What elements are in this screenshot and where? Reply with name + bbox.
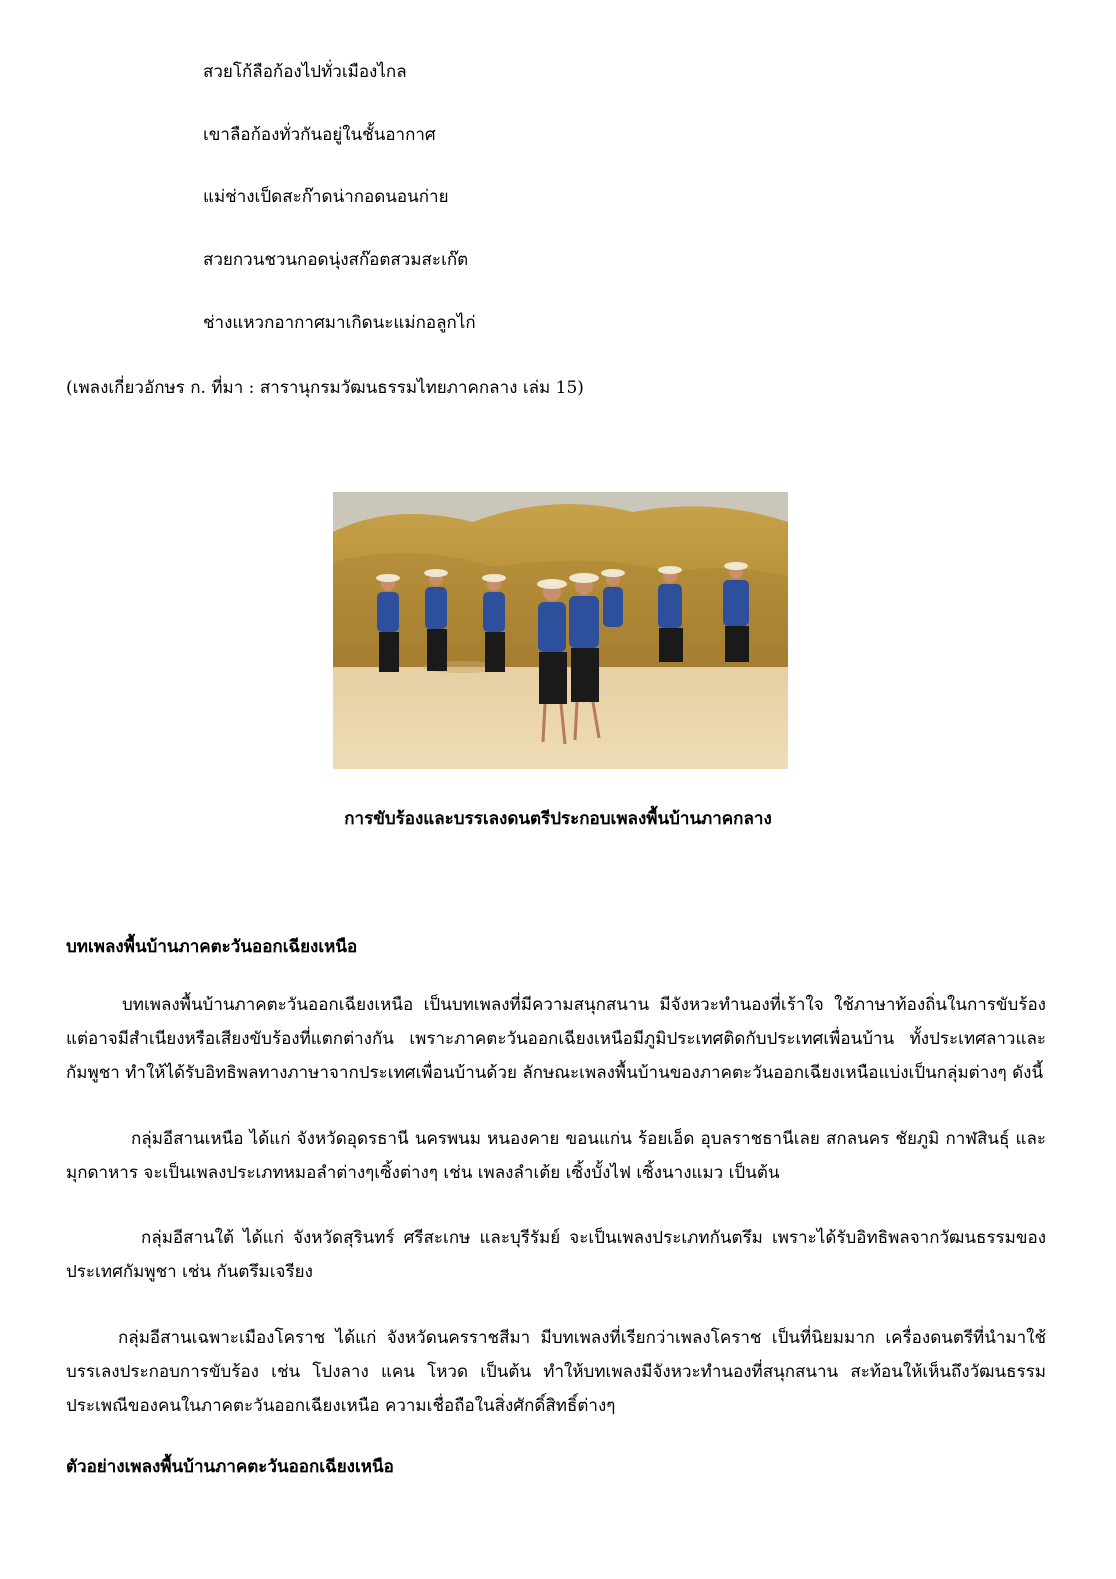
poem-line: สวยโก้ลือก้องไปทั่วเมืองไกล <box>203 62 407 82</box>
paragraph: กลุ่มอีสานเฉพาะเมืองโคราช ได้แก่ จังหวัดนครราชสีมา มีบทเพลงที่เรียกว่าเพลงโคราช เป็นที่นิยมมาก เครื่องดนตรีที่นำมาใช้บรรเลงประกอบการขับร้อง เช่น โปงลาง แคน โหวด เป็นต้น ทำให้บทเพลงมีจังหวะทำนองที่สนุกสนาน สะท้อนให้เห็นถึงวัฒนธรรม ประเพณีของคนในภาคตะวันออกเฉียงเหนือ ความเชื่อถือในสิ่งศักดิ์สิทธิ์ต่างๆ <box>66 1328 1046 1416</box>
poem-line: สวยกวนชวนกอดนุ่งสก๊อตสวมสะเก๊ต <box>203 250 469 270</box>
poem-line: แม่ช่างเป็ดสะก๊าดน่ากอดนอนก่าย <box>203 187 449 207</box>
section-heading: บทเพลงพื้นบ้านภาคตะวันออกเฉียงเหนือ <box>66 937 358 957</box>
paragraph: กลุ่มอีสานใต้ ได้แก่ จังหวัดสุรินทร์ ศรีสะเกษ และบุรีรัมย์ จะเป็นเพลงประเภทกันตรึม เพราะได้รับอิทธิพลจากวัฒนธรรมของประเทศกัมพูชา เช่น กันตรึมเจรียง <box>66 1228 1046 1282</box>
paragraph: บทเพลงพื้นบ้านภาคตะวันออกเฉียงเหนือ เป็นบทเพลงที่มีความสนุกสนาน มีจังหวะทำนองที่เร้าใจ ใช้ภาษาท้องถิ่นในการขับร้องแต่อาจมีสำเนียงหรือเสียงขับร้องที่แตกต่างกัน เพราะภาคตะวันออกเฉียงเหนือมีภูมิประเทศติดกับประเทศเพื่อนบ้าน ทั้งประเทศลาวและกัมพูชา ทำให้ได้รับอิทธิพลทางภาษาจากประเทศเพื่อนบ้านด้วย ลักษณะเพลงพื้นบ้านของภาคตะวันออกเฉียงเหนือแบ่งเป็นกลุ่มต่างๆ ดังนี้ <box>66 995 1046 1083</box>
sub-heading: ตัวอย่างเพลงพื้นบ้านภาคตะวันออกเฉียงเหนือ <box>66 1457 394 1477</box>
paragraph: กลุ่มอีสานเหนือ ได้แก่ จังหวัดอุดรธานี นครพนม หนองคาย ขอนแก่น ร้อยเอ็ด อุบลราชธานีเลย สกลนคร ชัยภูมิ กาฬสินธุ์ และมุกดาหาร จะเป็นเพลงประเภทหมอลำต่างๆเซิ้งต่างๆ เช่น เพลงลำเต้ย เซิ้งบั้งไฟ เซิ้งนางแมว เป็นต้น <box>66 1129 1046 1183</box>
photo-caption: การขับร้องและบรรเลงดนตรีประกอบเพลงพื้นบ้านภาคกลาง <box>344 809 772 829</box>
folk-dance-photo <box>333 492 788 769</box>
poem-line: เขาลือก้องทั่วกันอยู่ในชั้นอากาศ <box>203 125 436 145</box>
poem-line: ช่างแหวกอากาศมาเกิดนะแม่กอลูกไก่ <box>203 313 476 333</box>
poem-citation: (เพลงเกี่ยวอักษร ก. ที่มา : สารานุกรมวัฒนธรรมไทยภาคกลาง เล่ม 15) <box>66 378 584 398</box>
